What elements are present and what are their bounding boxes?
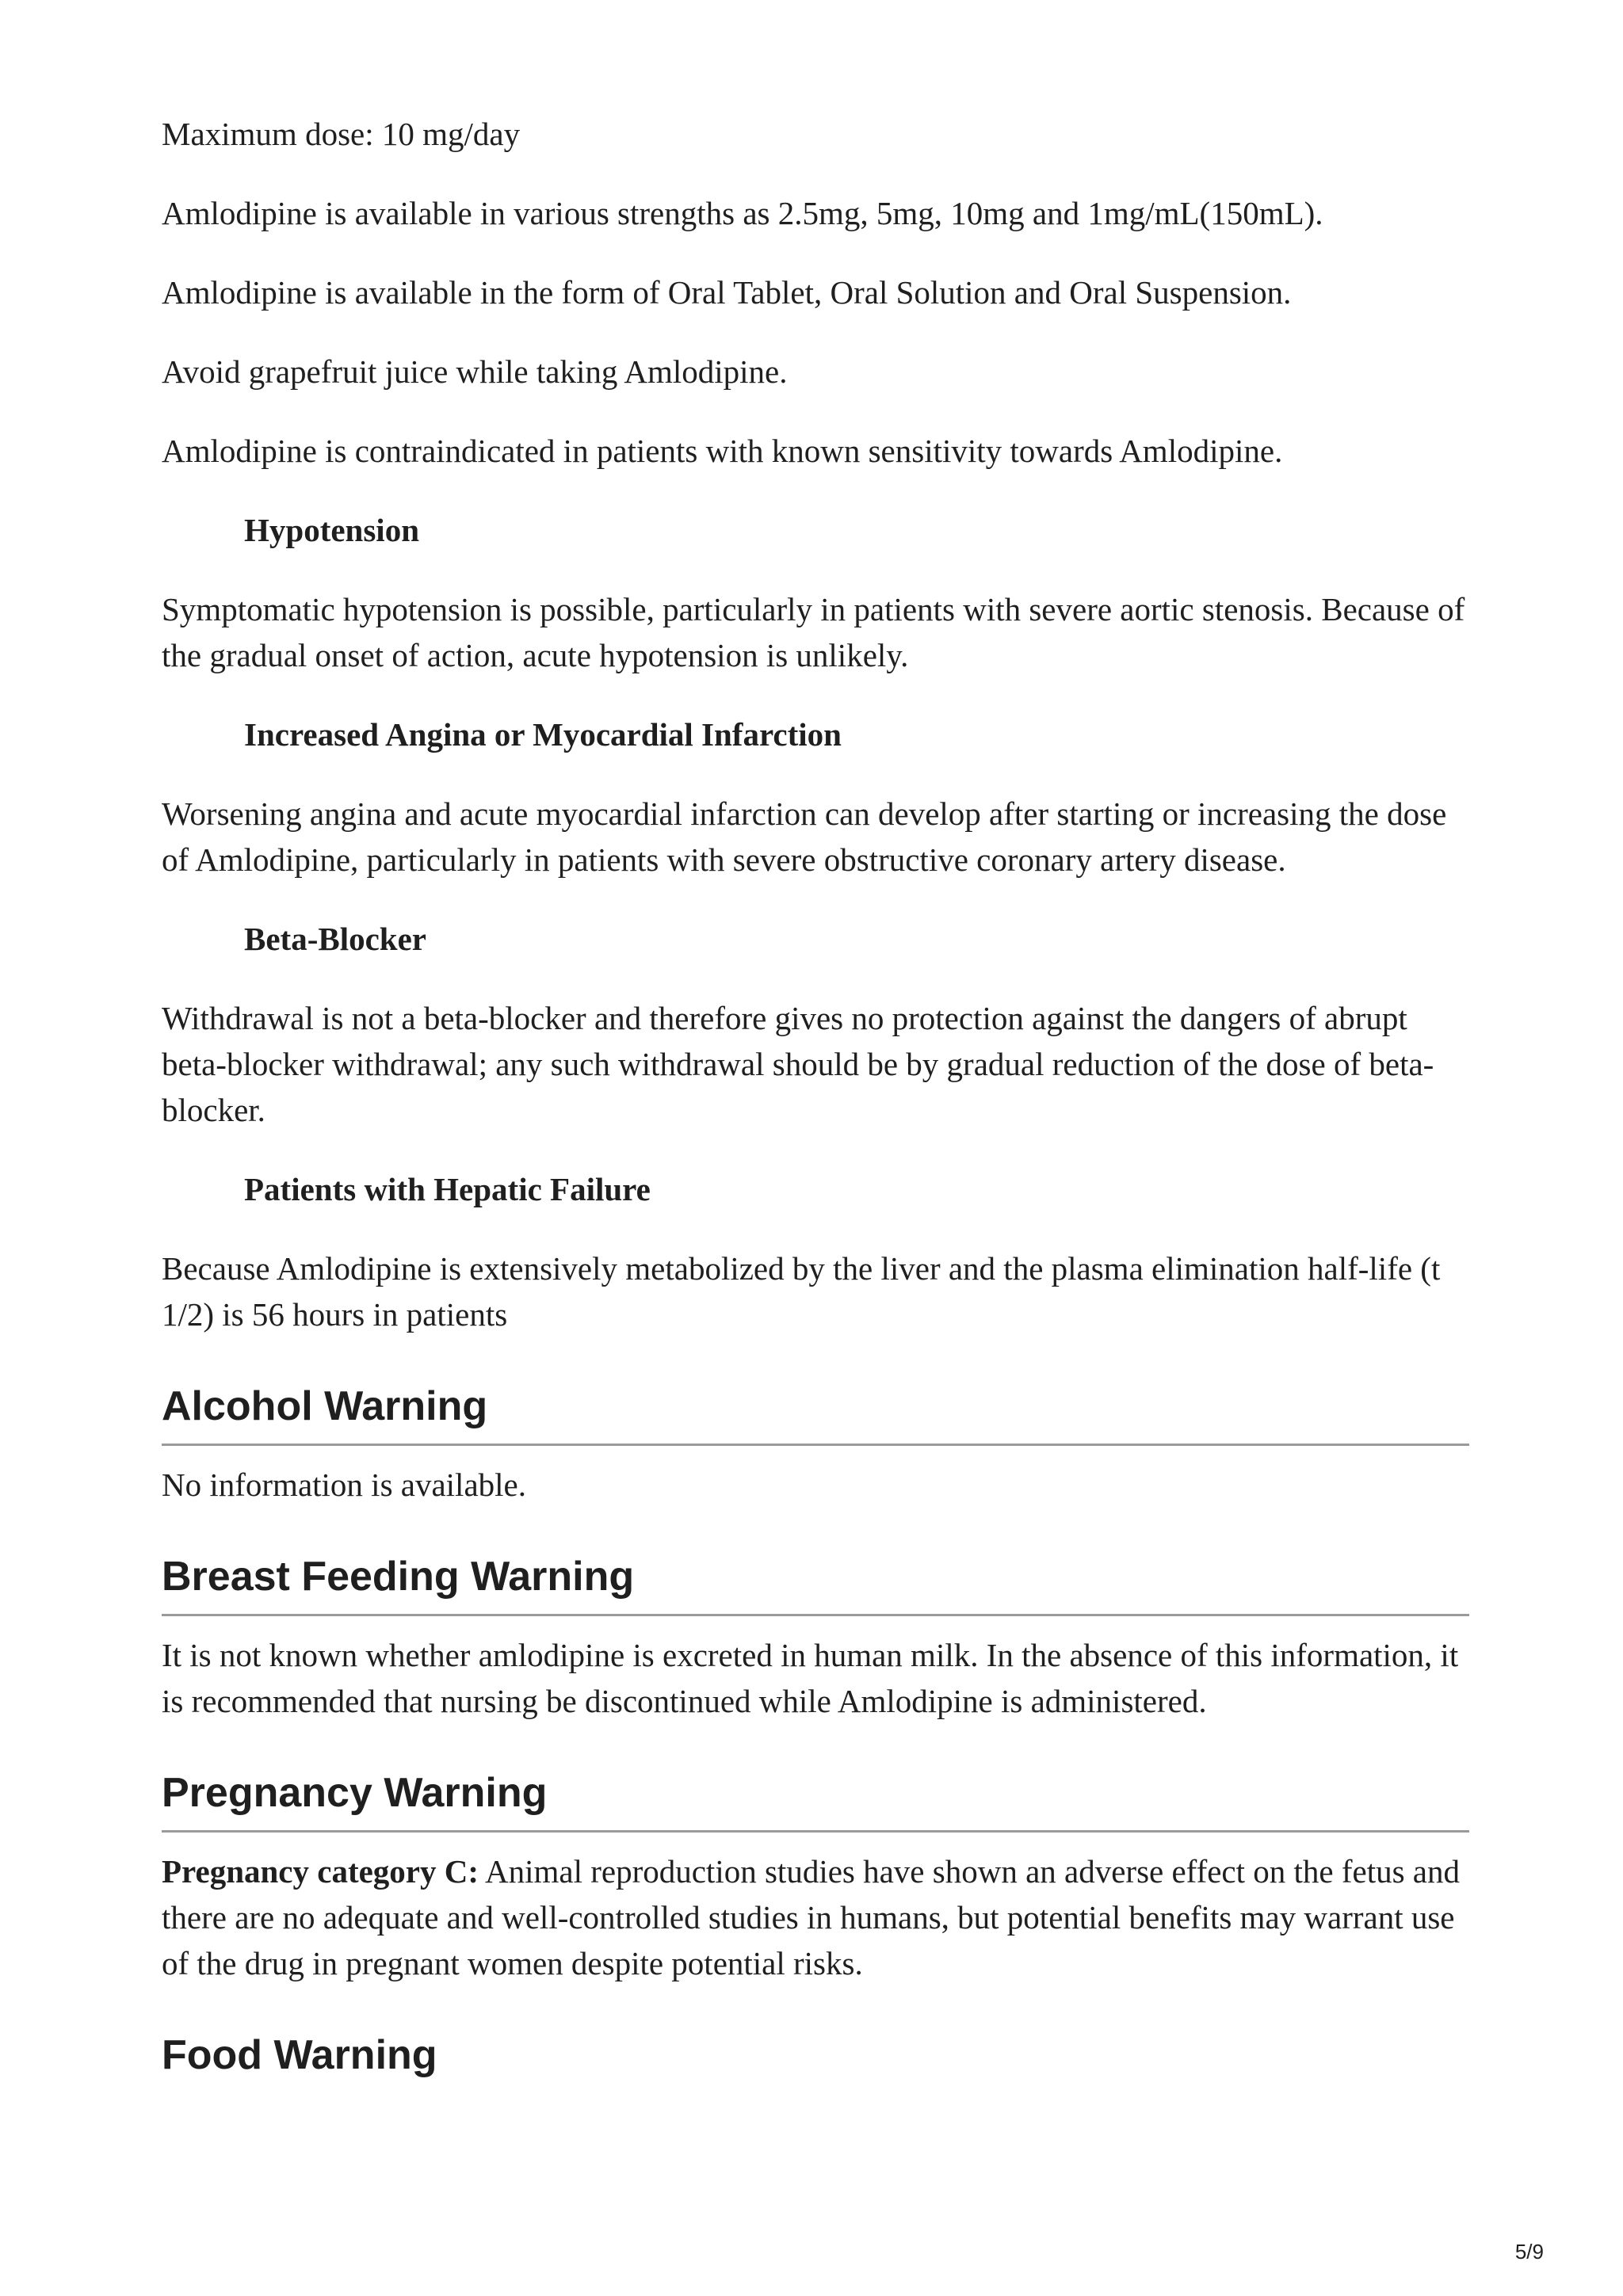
section-divider (162, 1830, 1469, 1833)
alcohol-section (162, 1380, 1469, 1508)
section-divider (162, 1444, 1469, 1446)
precaution-body-hepatic: Because Amlodipine is extensively metabolized by the liver and the plasma elimination half-life (t 1/2) is 56 hours in patients (162, 1250, 1441, 1333)
precaution-body-hypotension: Symptomatic hypotension is possible, particularly in patients with severe aortic stenosis. Because of the gradual onset of action, acute hypotension is unlikely. (162, 591, 1465, 673)
precaution-heading-hypotension: Hypotension (244, 512, 419, 548)
alcohol-warning-heading: Alcohol Warning (162, 1383, 488, 1429)
document-page (162, 111, 1469, 2092)
pregnancy-warning-heading: Pregnancy Warning (162, 1770, 548, 1816)
grapefruit-text: Avoid grapefruit juice while taking Amlodipine. (162, 353, 788, 390)
breast-feeding-warning-heading: Breast Feeding Warning (162, 1554, 635, 1600)
precaution-body-angina: Worsening angina and acute myocardial infarction can develop after starting or increasing the dose of Amlodipine, particularly in patients with severe obstructive coronary artery disease. (162, 795, 1447, 878)
pregnancy-section (162, 1767, 1469, 1986)
precaution-heading-angina: Increased Angina or Myocardial Infarction (244, 716, 842, 753)
breast-feeding-warning-text: It is not known whether amlodipine is excreted in human milk. In the absence of this information, it is recommended that nursing be discontinued while Amlodipine is administered. (162, 1637, 1459, 1719)
forms-text: Amlodipine is available in the form of Oral Tablet, Oral Solution and Oral Suspension. (162, 274, 1292, 311)
food-section (162, 2029, 1469, 2092)
pregnancy-category-body: Animal reproduction studies have shown an adverse effect on the fetus and there are no adequate and well-controlled studies in humans, but potential benefits may warrant use of the drug in pregnant women despite potential risks. (162, 1853, 1461, 1981)
pregnancy-category-label: Pregnancy category C: (162, 1853, 479, 1890)
food-warning-heading: Food Warning (162, 2032, 437, 2078)
section-divider (162, 1614, 1469, 1616)
pregnancy-warning-text (162, 1848, 1469, 1986)
breast-feeding-section (162, 1550, 1469, 1724)
page-number: 5/9 (1514, 2240, 1544, 2264)
alcohol-warning-text: No information is available. (162, 1466, 526, 1503)
precaution-body-beta-blocker: Withdrawal is not a beta-blocker and therefore gives no protection against the dangers of abrupt beta-blocker withdrawal; any such withdrawal should be by gradual reduction of the dose of beta-blocker. (162, 1000, 1434, 1128)
max-dose-text: Maximum dose: 10 mg/day (162, 116, 521, 152)
strengths-text: Amlodipine is available in various strengths as 2.5mg, 5mg, 10mg and 1mg/mL(150mL). (162, 195, 1323, 231)
precaution-heading-beta-blocker: Beta-Blocker (244, 921, 426, 957)
precaution-heading-hepatic: Patients with Hepatic Failure (244, 1171, 651, 1207)
contraindication-text: Amlodipine is contraindicated in patients with known sensitivity towards Amlodipine. (162, 433, 1283, 469)
